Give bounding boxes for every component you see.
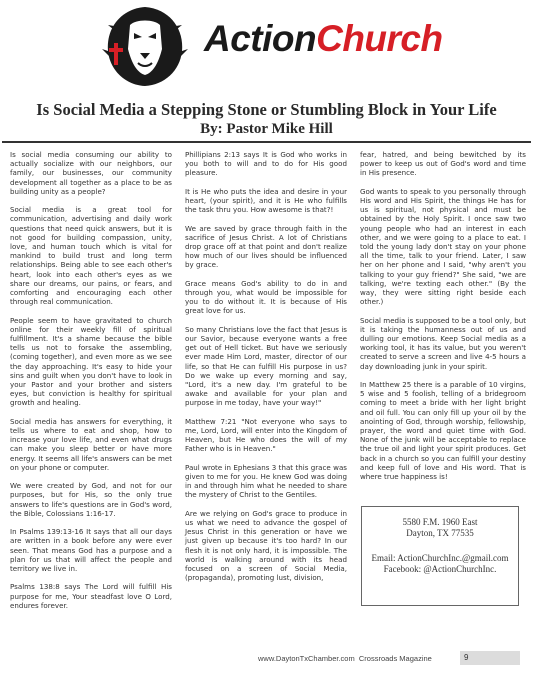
paragraph: Are we relying on God's grace to produce in us what we need to advance the gospel of Jesus Christ in this generation or have we just given up because it's too hard? In our flesh it is not only hard, it is impossible. The world is walking around with its head focused on a screen of Social Media, (propaganda), promoting lust, division, — [185, 508, 347, 583]
paragraph: Grace means God's ability to do in and through you, what would be impossible for you to do without it. It is because of His great love for us. — [185, 278, 347, 316]
paragraph: God wants to speak to you personally through His word and His Spirit, the things He has for us is spiritual, not physical and must be obtained by the Holy Spirit. I once saw two young people who had an interest in each other, and we were going to a place to eat. I told the young lady don't stay on your phone all the time, talk to your friend. Later, I saw her on her phone and I said, "why aren't you talking to your guy friend?" She said, "we are talking, we're texting each other." (By the way, they were sitting right beside each other.) — [360, 186, 526, 307]
paragraph: We are saved by grace through faith in the sacrifice of Jesus Christ. A lot of Christians drop grace off at that point and don't realize how much of our lives should be influenced by grace. — [185, 223, 347, 270]
paragraph: Social media is a great tool for communication, advertising and daily work questions that need quick answers, but it is not good for building compassion, unity, love, and human touch which is vital for mankind to build trust and long term relationships. Being able to see each other's heart, look into each other's eyes as we share our dreams, our pains, or fears, and comforting and encouraging each other through real communication. — [10, 205, 172, 307]
paragraph: Social media has answers for everything, it tells us where to eat and shop, how to increase your love life, and even what drugs can make you sleep better or have more energy. It seems all life's answers can be met on your phone or computer. — [10, 416, 172, 472]
paragraph: Social media is supposed to be a tool only, but it is taking the humanness out of us and dulling our emotions. Keep Social media as a working tool, it has its value, but you weren't created to serve a screen and live 4-5 hours a day downloading junk in your spirit. — [360, 315, 526, 371]
article-column-2 — [185, 150, 347, 592]
contact-facebook: Facebook: @ActionChurchInc. — [383, 564, 497, 574]
brand-name-part1: Action — [204, 18, 317, 59]
article-title: Is Social Media a Stepping Stone or Stumbling Block in Your Life — [36, 100, 497, 119]
paragraph: We were created by God, and not for our purposes, but for His, so the only true answers to life's questions are in God's word, the Bible, Colossians 1:16-17. — [10, 481, 172, 518]
paragraph: Psalms 138:8 says The Lord will fulfill His purpose for me, Your steadfast love O Lord, endures forever. — [10, 582, 172, 610]
paragraph: Paul wrote in Ephesians 3 that this grace was given to me for you. He knew God was doing in and through him what he needed to share the mystery of Christ to the Gentiles. — [185, 462, 347, 500]
contact-email: Email: ActionChurchInc.@gmail.com — [371, 553, 509, 563]
article-column-3 — [360, 150, 526, 490]
paragraph: Matthew 7:21 "Not everyone who says to me, Lord, Lord, will enter into the Kingdom of Heaven, but He who does the will of my Father who is in Heaven." — [185, 416, 347, 454]
footer-text — [258, 654, 432, 663]
address-line-1: 5580 F.M. 1960 East — [402, 517, 478, 527]
brand-name-part2: Church — [316, 18, 443, 59]
paragraph: It is He who puts the idea and desire in your heart, (your spirit), and it is He who fulfills the task thru you. How awesome is that?! — [185, 186, 347, 215]
paragraph: Phillipians 2:13 says It is God who works in you both to will and to do for His good pleasure. — [185, 150, 347, 178]
brand-name — [204, 18, 443, 60]
paragraph: Is social media consuming our ability to actually socialize with our neighbors, our family, our businesses, our community development all together as a place to be as building unity as a people? — [10, 150, 172, 196]
title-divider — [2, 141, 531, 143]
footer-url: www.DaytonTxChamber.com — [258, 654, 355, 663]
page-number: 9 — [460, 651, 520, 665]
paragraph: fear, hatred, and being bewitched by its power to keep us out of God's word and time in His presence. — [360, 150, 526, 178]
paragraph: In Psalms 139:13-16 It says that all our days are written in a book before any were ever seen. That means God has a purpose and a plan for us that will affect the people and territory we live in. — [10, 527, 172, 574]
article-column-1 — [10, 150, 172, 619]
contact-box — [361, 506, 519, 606]
paragraph: So many Christians love the fact that Jesus is our Savior, because everyone wants a free get out of Hell ticket. But have we seriously ever made Him Lord, master, director of our life, so that He can fulfill His purpose in us? Do we wake up every morning and say, "Lord, it's a new day. I'm grateful to be awake and available for your plan and purpose in me today, have your way!" — [185, 324, 347, 408]
article-byline: By: Pastor Mike Hill — [200, 121, 333, 137]
address-line-2: Dayton, TX 77535 — [406, 528, 474, 538]
lion-logo-icon — [100, 3, 190, 89]
footer-magazine: Crossroads Magazine — [358, 654, 432, 663]
paragraph: In Matthew 25 there is a parable of 10 virgins, 5 wise and 5 foolish, telling of a bridegroom coming to meet a bride with her light bright and oil full. You can only fill up your oil by the anointing of God, through worship, fellowship, prayer, the word and quiet time with God. None of the junk will be acceptable to replace the true oil and light your spirit produces. Get back in a church so you can fulfill your destiny and keep full of love and His word. That is where true happiness is! — [360, 380, 526, 482]
paragraph: People seem to have gravitated to church online for their weekly fill of spiritual fulfillment. It's a shame because the bible tells us not to forsake the assembling, (coming together), and even more as we see the day approaching. It's easy to hide your sins and guilt when you don't have to look in your Pastor and your brother and sisters eyes, but conviction is healthy for spiritual growth and healing. — [10, 315, 172, 408]
